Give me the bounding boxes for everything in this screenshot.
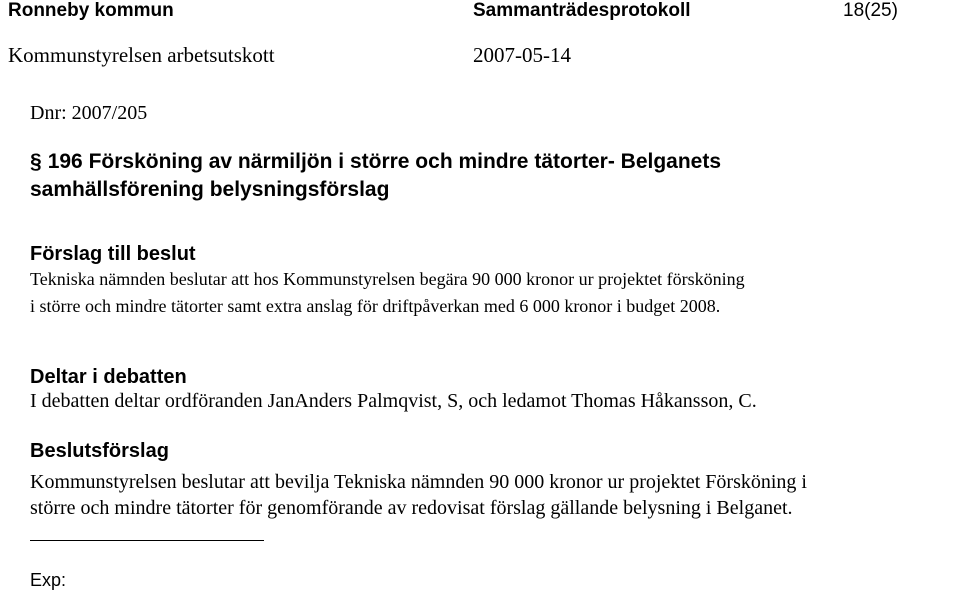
proposal-line1: Tekniska nämnden beslutar att hos Kommunstyrelsen begära 90 000 kronor ur projektet försköning (30, 269, 745, 289)
proposal-line2: i större och mindre tätorter samt extra anslag för driftpåverkan med 6 000 kronor i budget 2008. (30, 296, 721, 316)
header-document-type: Sammanträdesprotokoll (473, 0, 691, 21)
header-committee: Kommunstyrelsen arbetsutskott (8, 43, 275, 67)
decision-line1: Kommunstyrelsen beslutar att bevilja Tekniska nämnden 90 000 kronor ur projektet Försköning i (30, 471, 807, 493)
decision-line2: större och mindre tätorter för genomförande av redovisat förslag gällande belysning i Belganet. (30, 497, 793, 519)
distribution-label: Exp: (30, 570, 67, 590)
section-title-line1 (30, 148, 721, 176)
decision-text (30, 469, 807, 521)
section-title (30, 148, 721, 204)
proposal-text (30, 266, 745, 320)
header-organization: Ronneby kommun (8, 0, 174, 21)
debate-text: I debatten deltar ordföranden JanAnders Palmqvist, S, och ledamot Thomas Håkansson, C. (30, 390, 757, 412)
section-number: 196 (47, 150, 83, 173)
header-date: 2007-05-14 (473, 43, 571, 67)
section-title-text1: Försköning av närmiljön i större och mindre tätorter- Belganets (88, 150, 722, 173)
diary-number: Dnr: 2007/205 (30, 102, 148, 124)
section-mark: § (30, 150, 42, 173)
section-title-line2: samhällsförening belysningsförslag (30, 178, 390, 201)
proposal-heading: Förslag till beslut (30, 243, 196, 265)
signature-rule (30, 540, 264, 541)
debate-heading: Deltar i debatten (30, 366, 187, 388)
header-page-number: 18(25) (843, 0, 898, 21)
decision-heading: Beslutsförslag (30, 440, 169, 462)
